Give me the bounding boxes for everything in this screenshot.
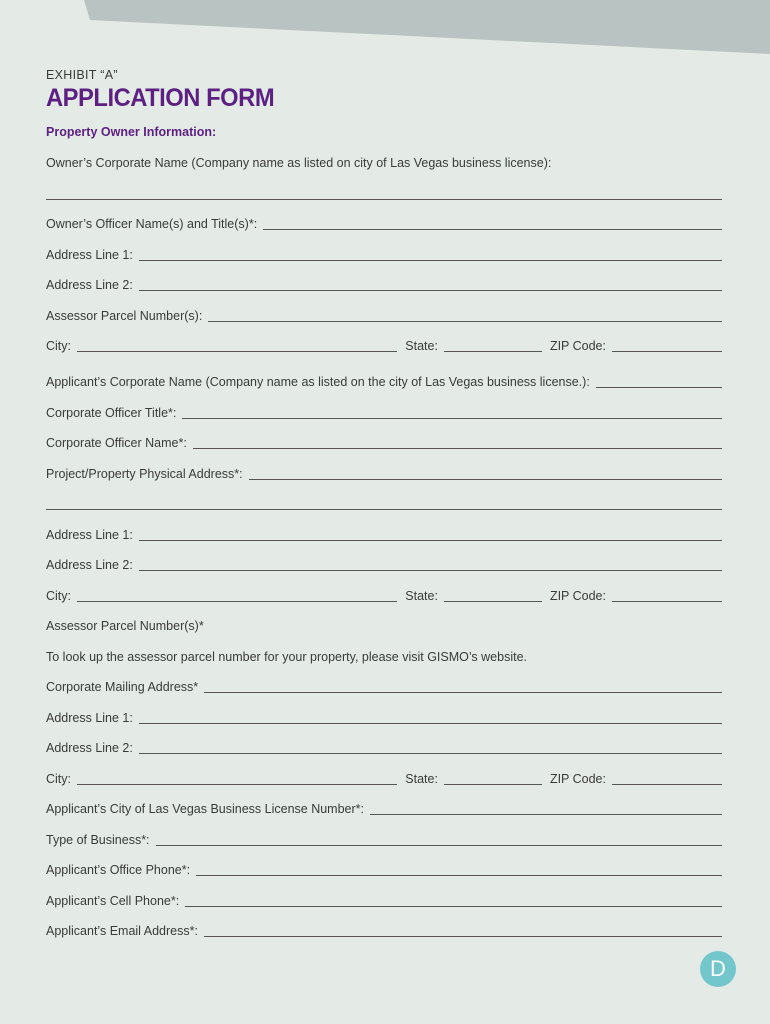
project-address1-input[interactable]	[139, 526, 722, 541]
apn-required-label: Assessor Parcel Number(s)*	[46, 619, 204, 633]
state-label: State:	[405, 772, 438, 786]
address1-label: Address Line 1:	[46, 711, 133, 725]
office-phone-row[interactable]	[46, 858, 722, 878]
address2-label: Address Line 2:	[46, 558, 133, 572]
owner-state-input[interactable]	[444, 337, 542, 352]
mailing-address-row[interactable]	[46, 675, 722, 695]
state-label: State:	[405, 339, 438, 353]
corp-officer-name-label: Corporate Officer Name*:	[46, 436, 187, 450]
owner-apn-row[interactable]	[46, 304, 722, 324]
business-license-row[interactable]	[46, 797, 722, 817]
project-address-label: Project/Property Physical Address*:	[46, 467, 243, 481]
owner-officer-row[interactable]	[46, 212, 722, 232]
zip-label: ZIP Code:	[549, 589, 606, 603]
office-phone-input[interactable]	[196, 861, 722, 876]
corp-officer-title-label: Corporate Officer Title*:	[46, 406, 177, 420]
project-address-row[interactable]	[46, 462, 722, 482]
project-zip-input[interactable]	[612, 587, 722, 602]
mailing-city-row[interactable]	[46, 767, 722, 787]
email-input[interactable]	[204, 922, 722, 937]
business-type-input[interactable]	[156, 831, 722, 846]
project-address1-row[interactable]	[46, 523, 722, 543]
address1-label: Address Line 1:	[46, 248, 133, 262]
zip-label: ZIP Code:	[549, 772, 606, 786]
owner-corp-name-label: Owner’s Corporate Name (Company name as listed on city of Las Vegas business license):	[46, 156, 552, 170]
business-license-label: Applicant’s City of Las Vegas Business License Number*:	[46, 802, 364, 816]
business-license-input[interactable]	[370, 800, 722, 815]
mailing-zip-input[interactable]	[612, 770, 722, 785]
cell-phone-input[interactable]	[185, 892, 722, 907]
page-title: APPLICATION FORM	[46, 84, 275, 112]
applicant-corp-name-row[interactable]	[46, 370, 722, 390]
project-address2-row[interactable]	[46, 553, 722, 573]
city-label: City:	[46, 589, 71, 603]
mailing-address-input[interactable]	[204, 678, 722, 693]
address2-label: Address Line 2:	[46, 741, 133, 755]
corp-officer-name-row[interactable]	[46, 431, 722, 451]
exhibit-label: EXHIBIT “A”	[46, 68, 118, 82]
project-address-continued[interactable]	[46, 492, 722, 512]
cell-phone-label: Applicant’s Cell Phone*:	[46, 894, 180, 908]
owner-zip-input[interactable]	[612, 337, 722, 352]
mailing-address2-input[interactable]	[139, 739, 722, 754]
owner-corp-name-field[interactable]	[46, 182, 722, 202]
corp-officer-name-input[interactable]	[193, 434, 722, 449]
applicant-corp-name-label: Applicant’s Corporate Name (Company name as listed on the city of Las Vegas business license.):	[46, 375, 590, 389]
corp-officer-title-row[interactable]	[46, 401, 722, 421]
business-type-row[interactable]	[46, 828, 722, 848]
owner-address2-row[interactable]	[46, 273, 722, 293]
zip-label: ZIP Code:	[549, 339, 606, 353]
cell-phone-row[interactable]	[46, 889, 722, 909]
project-state-input[interactable]	[444, 587, 542, 602]
corp-officer-title-input[interactable]	[182, 404, 722, 419]
owner-officer-input[interactable]	[263, 215, 722, 230]
applicant-corp-name-input[interactable]	[596, 373, 722, 388]
mailing-address1-input[interactable]	[139, 709, 722, 724]
owner-address1-input[interactable]	[139, 246, 722, 261]
apn-label: Assessor Parcel Number(s):	[46, 309, 203, 323]
project-address-input[interactable]	[249, 465, 722, 480]
mailing-address2-row[interactable]	[46, 736, 722, 756]
state-label: State:	[405, 589, 438, 603]
city-label: City:	[46, 339, 71, 353]
owner-city-input[interactable]	[77, 337, 397, 352]
section-heading: Property Owner Information:	[46, 125, 217, 139]
business-type-label: Type of Business*:	[46, 833, 150, 847]
mailing-address1-row[interactable]	[46, 706, 722, 726]
mailing-address-label: Corporate Mailing Address*	[46, 680, 199, 694]
owner-officer-label: Owner’s Officer Name(s) and Title(s)*:	[46, 217, 258, 231]
owner-address2-input[interactable]	[139, 276, 722, 291]
owner-city-row[interactable]	[46, 334, 722, 354]
email-label: Applicant’s Email Address*:	[46, 924, 198, 938]
page-badge: D	[700, 951, 736, 987]
mailing-city-input[interactable]	[77, 770, 397, 785]
owner-address1-row[interactable]	[46, 243, 722, 263]
address2-label: Address Line 2:	[46, 278, 133, 292]
owner-apn-input[interactable]	[208, 307, 722, 322]
project-address2-input[interactable]	[139, 556, 722, 571]
gismo-note: To look up the assessor parcel number for your property, please visit GISMO’s website.	[46, 650, 527, 664]
city-label: City:	[46, 772, 71, 786]
mailing-state-input[interactable]	[444, 770, 542, 785]
header-banner	[0, 0, 770, 60]
email-row[interactable]	[46, 919, 722, 939]
office-phone-label: Applicant’s Office Phone*:	[46, 863, 191, 877]
address1-label: Address Line 1:	[46, 528, 133, 542]
project-city-input[interactable]	[77, 587, 397, 602]
project-city-row[interactable]	[46, 584, 722, 604]
